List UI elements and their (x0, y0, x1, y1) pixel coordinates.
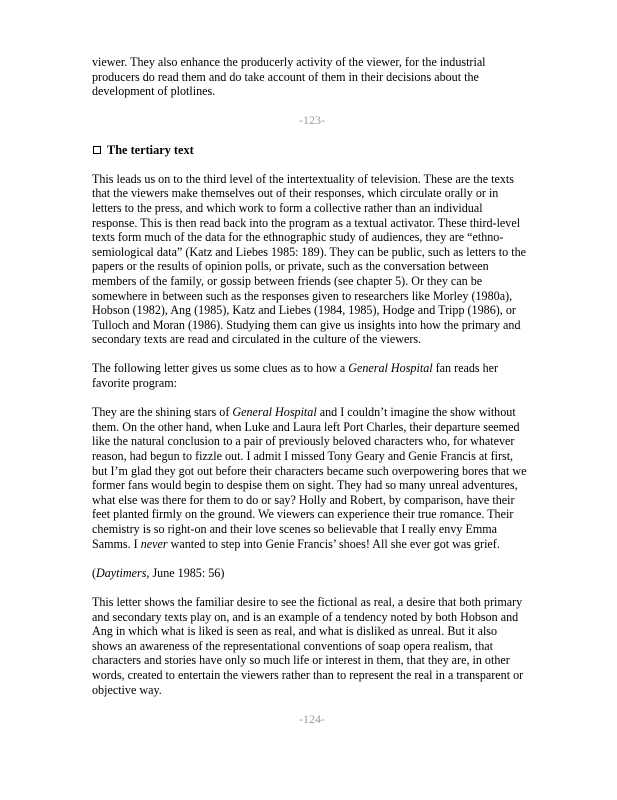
quoted-letter (92, 405, 532, 551)
text-line: that the viewers make themselves out of their responses, which circulate orally or in (92, 186, 499, 201)
paragraph-tertiary-text (92, 172, 532, 347)
section-heading (92, 143, 532, 158)
text-line: characters and stories have only so much life or interest in them, that they are, in other (92, 653, 510, 668)
text-line: development of plotlines. (92, 84, 216, 99)
text-line: former fans would begin to despise them on sight. They had so many unreal adventures, (92, 478, 518, 493)
text-line: texts form much of the data for the ethnographic study of audiences, they are “ethno- (92, 230, 504, 245)
text-line: feet planted firmly on the ground. We viewers can experience their true romance. Their (92, 507, 514, 522)
intro-paragraph (92, 55, 532, 99)
page-number-top: -123- (299, 113, 325, 128)
text-line: shows an awareness of the representational conventions of soap opera realism, that (92, 638, 493, 653)
italic-emphasis: never (140, 536, 168, 551)
text-line: like the natural conclusion to a pair of previously beloved characters who, for whatever (92, 434, 515, 449)
text-line: Ang in which what is liked is seen as real, and what is disliked as unreal. But it also (92, 624, 498, 639)
paragraph-letter-intro (92, 361, 532, 390)
text-line: Hobson (1982), Ang (1985), Katz and Liebes (1984, 1985), Hodge and Tripp (1986), or (92, 303, 516, 318)
text-line: papers or the results of opinion polls, or private, such as the conversation between (92, 259, 489, 274)
text-line: members of the family, or gossip between friends (see chapter 5). Or they can be (92, 273, 483, 288)
text-line: viewer. They also enhance the producerly activity of the viewer, for the industrial (92, 55, 486, 69)
text-line: what else was there for them to do or say? Holly and Robert, by comparison, have their (92, 492, 515, 507)
text-line: They are the shining stars of General Hospital and I couldn’t imagine the show without (92, 405, 516, 420)
text-line: letters to the press, and which work to form a collective rather than an individual (92, 200, 483, 215)
text-line: objective way. (92, 682, 162, 697)
text-line: chemistry is so right-on and their love scenes so believable that I really envy Emma (92, 522, 498, 536)
text-line: Samms. I never wanted to step into Genie Francis’ shoes! All she ever got was grief. (92, 536, 500, 551)
italic-title: General Hospital (348, 361, 433, 376)
text-line: favorite program: (92, 376, 177, 391)
text-line: semiological data” (Katz and Liebes 1985: 189). They can be public, such as letters to the (92, 244, 527, 259)
text-line: Tulloch and Moran (1986). Studying them can give us insights into how the primary and (92, 317, 521, 332)
text-line: This leads us on to the third level of the intertextuality of television. These are the texts (92, 171, 514, 186)
text-line: This letter shows the familiar desire to see the fictional as real, a desire that both primary (92, 594, 523, 609)
text-line: response. This is then read back into the program as a textual activator. These third-level (92, 215, 521, 230)
text-line: and secondary texts play on, and is an example of a tendency noted by both Hobson and (92, 609, 519, 624)
page-number-bottom: -124- (299, 711, 325, 726)
paragraph-analysis (92, 595, 532, 697)
text-line: The following letter gives us some clues as to how a General Hospital fan reads her (92, 361, 499, 376)
text-line: producers do read them and do take account of them in their decisions about the (92, 69, 479, 84)
citation: (Daytimers, June 1985: 56) (92, 565, 225, 580)
text-line: them. On the other hand, when Luke and Laura left Port Charles, their departure seemed (92, 419, 520, 434)
text-line: words, created to entertain the viewers rather than to represent the real in a transparent or (92, 667, 524, 682)
square-bullet-icon (93, 146, 101, 154)
text-line: reason, had begun to fizzle out. I admit I missed Tony Geary and Genie Francis at first, (92, 449, 514, 464)
document-page (92, 55, 532, 726)
section-title: The tertiary text (107, 142, 194, 157)
italic-title: General Hospital (232, 405, 317, 420)
text-line: secondary texts are read and circulated in the culture of the viewers. (92, 332, 422, 347)
text-line: somewhere in between such as the responses given to researchers like Morley (1980a), (92, 288, 513, 303)
italic-source: Daytimers, (96, 565, 150, 580)
text-line: but I’m glad they got out before their characters became such overpowering bores that we (92, 463, 527, 478)
